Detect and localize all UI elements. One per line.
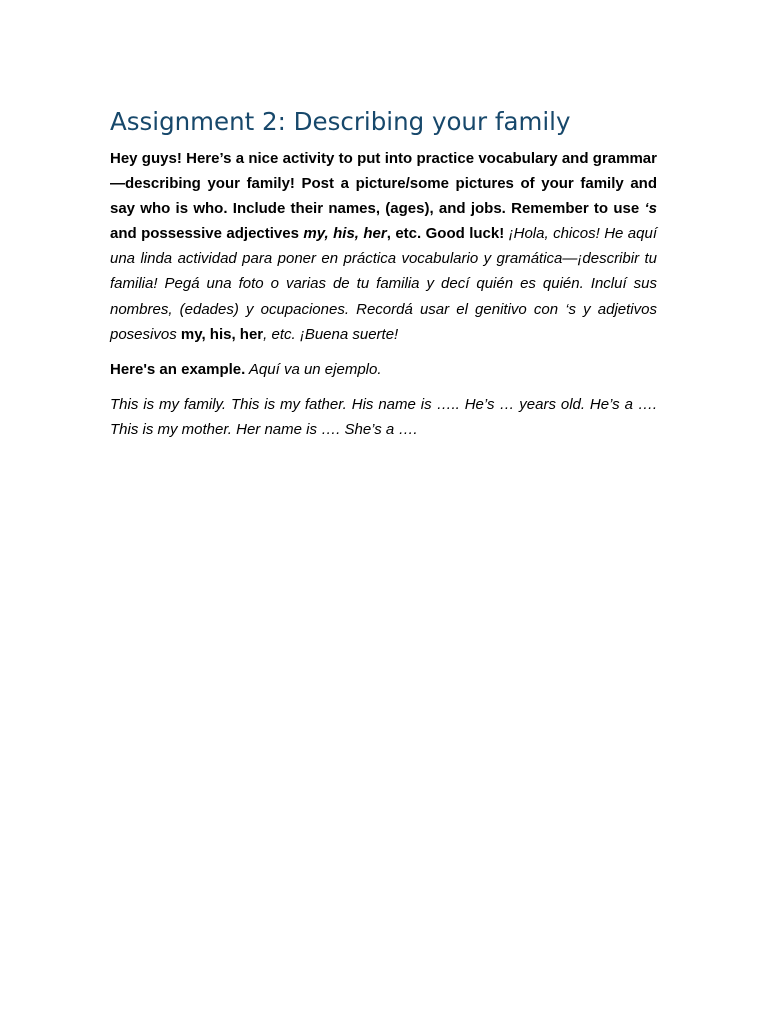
intro-en-part-3: , etc. Good luck!: [386, 225, 505, 243]
intro-es-part-1: ¡Hola, chicos! He aquí una linda actividad para poner en práctica vocabulario y gramática—¡describir tu familia! Pegá una foto o varias de tu familia y decí quién es quién. Incluí sus nombres, (edades) y ocupaciones. Recordá usar el genitivo con ‘s y adjetivos posesivos: [110, 225, 657, 343]
intro-en-adjectives: my, his, her: [303, 225, 387, 243]
document-page: [110, 104, 657, 442]
intro-en-apostrophe-s: ‘s: [644, 200, 657, 218]
intro-es-adjectives: my, his, her: [180, 325, 264, 343]
intro-en-part-2: and possessive adjectives: [110, 225, 304, 243]
example-label-en: Here's an example.: [110, 360, 246, 378]
example-label-es: Aquí va un ejemplo.: [245, 360, 382, 378]
intro-es-part-2: , etc. ¡Buena suerte!: [263, 325, 399, 343]
intro-paragraph: [110, 146, 657, 347]
assignment-title: Assignment 2: Describing your family: [110, 107, 571, 136]
intro-en-part-1: Hey guys! Here’s a nice activity to put into practice vocabulary and grammar—describing your family! Post a picture/some pictures of your family and say who is who. Include their names, (ages), and jobs. Remember to use: [110, 150, 657, 218]
example-heading-paragraph: [110, 357, 657, 382]
example-text-paragraph: This is my family. This is my father. His name is ….. He’s … years old. He’s a …. This is my mother. Her name is …. She’s a ….: [110, 395, 657, 438]
